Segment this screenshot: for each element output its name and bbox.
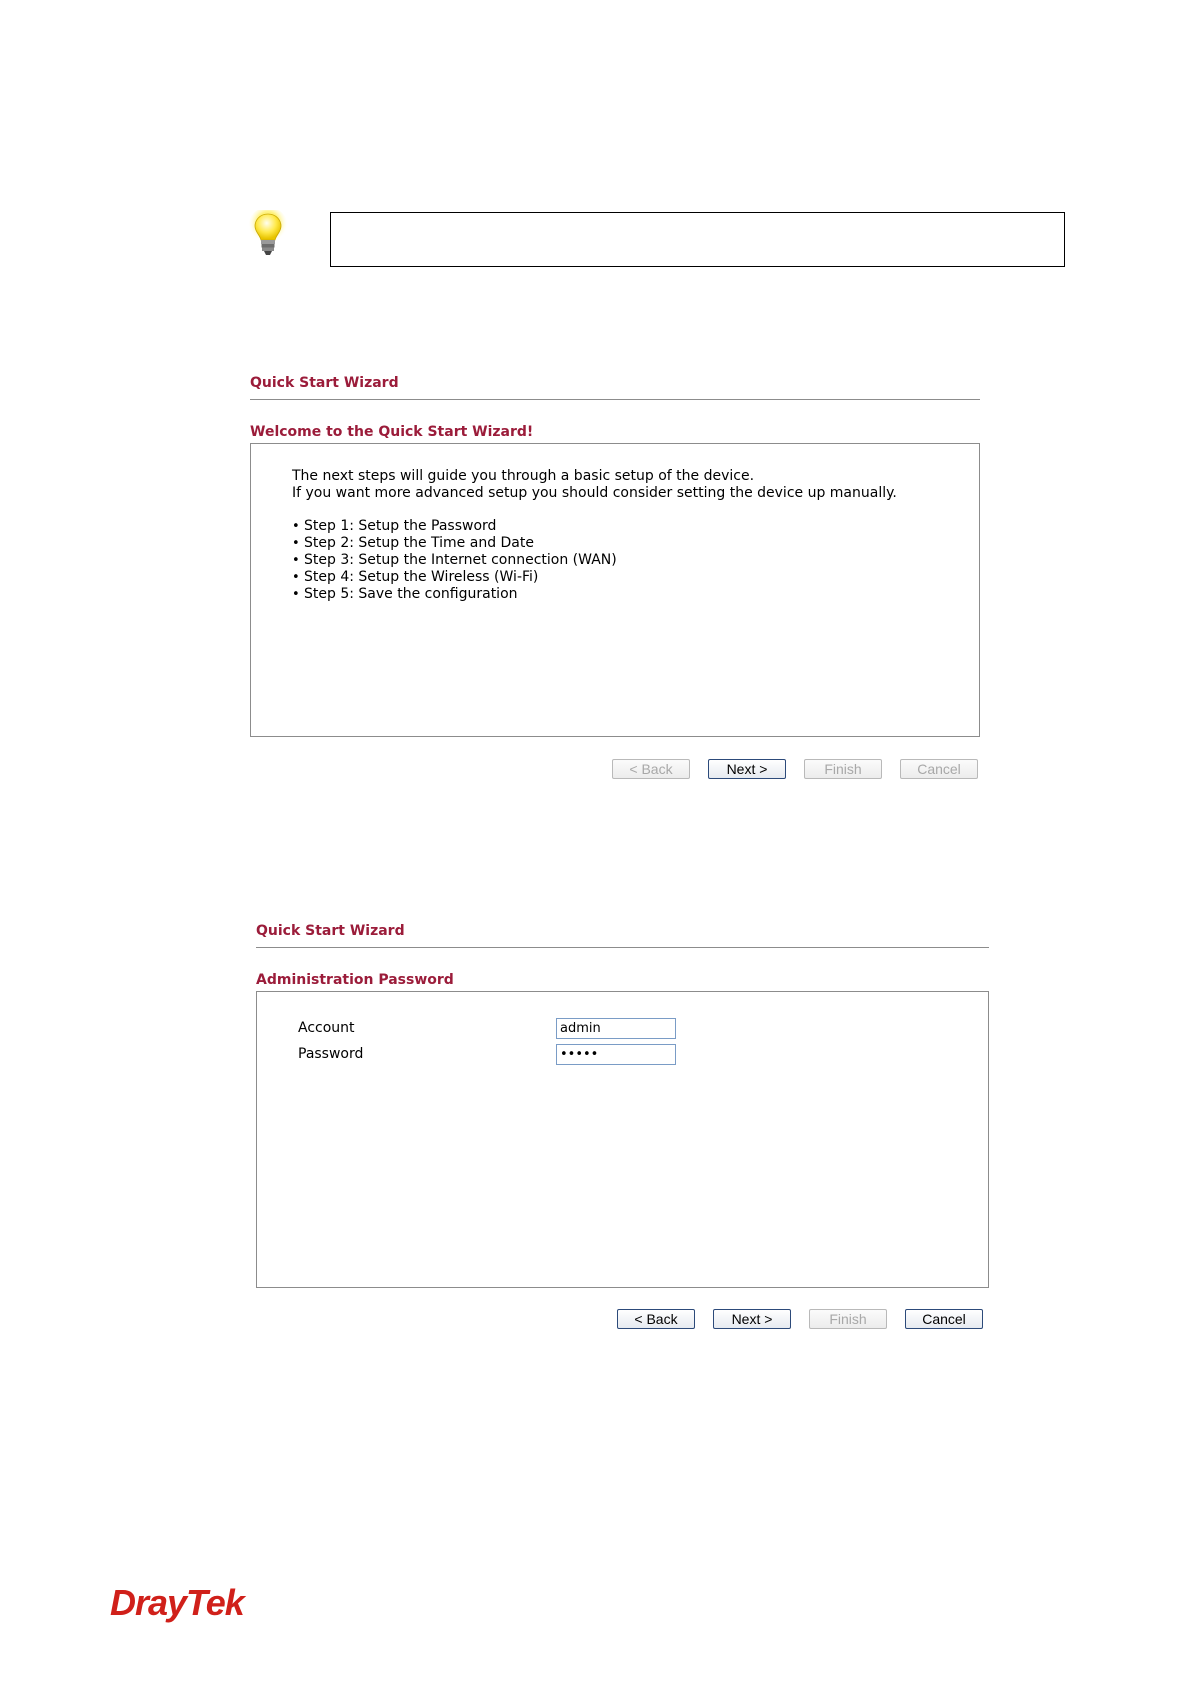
account-label: Account bbox=[298, 1020, 355, 1036]
finish-button[interactable]: Finish bbox=[809, 1309, 887, 1329]
list-item bbox=[292, 586, 617, 603]
intro-line-1: The next steps will guide you through a basic setup of the device. bbox=[292, 468, 755, 484]
next-button[interactable]: Next > bbox=[708, 759, 786, 779]
divider bbox=[250, 399, 980, 400]
back-button[interactable]: < Back bbox=[617, 1309, 695, 1329]
list-item bbox=[292, 535, 617, 552]
wizard-title: Quick Start Wizard bbox=[256, 923, 405, 939]
intro-line-2: If you want more advanced setup you should consider setting the device up manually. bbox=[292, 485, 897, 501]
back-button[interactable]: < Back bbox=[612, 759, 690, 779]
step-3: Step 3: Setup the Internet connection (WAN) bbox=[304, 552, 617, 568]
wizard-subtitle: Administration Password bbox=[256, 972, 454, 988]
note-box bbox=[330, 212, 1065, 267]
draytek-logo bbox=[110, 1582, 244, 1624]
wizard-subtitle: Welcome to the Quick Start Wizard! bbox=[250, 424, 534, 440]
password-label: Password bbox=[298, 1046, 364, 1062]
password-input[interactable] bbox=[556, 1044, 676, 1065]
logo-text: DrayTek bbox=[110, 1582, 244, 1623]
divider bbox=[256, 947, 989, 948]
list-item bbox=[292, 569, 617, 586]
cancel-button[interactable]: Cancel bbox=[900, 759, 978, 779]
cancel-button[interactable]: Cancel bbox=[905, 1309, 983, 1329]
wizard-content-panel bbox=[256, 991, 989, 1288]
intro-text bbox=[292, 468, 897, 502]
wizard-welcome bbox=[250, 375, 980, 775]
step-5: Step 5: Save the configuration bbox=[304, 586, 518, 602]
account-input[interactable] bbox=[556, 1018, 676, 1039]
step-2: Step 2: Setup the Time and Date bbox=[304, 535, 534, 551]
wizard-content-panel bbox=[250, 443, 980, 737]
step-1: Step 1: Setup the Password bbox=[304, 518, 497, 534]
list-item bbox=[292, 552, 617, 569]
wizard-title: Quick Start Wizard bbox=[250, 375, 399, 391]
next-button[interactable]: Next > bbox=[713, 1309, 791, 1329]
step-4: Step 4: Setup the Wireless (Wi-Fi) bbox=[304, 569, 539, 585]
list-item bbox=[292, 518, 617, 535]
wizard-admin-password bbox=[256, 923, 989, 1333]
finish-button[interactable]: Finish bbox=[804, 759, 882, 779]
lightbulb-icon bbox=[246, 210, 292, 262]
steps-list bbox=[292, 518, 617, 603]
